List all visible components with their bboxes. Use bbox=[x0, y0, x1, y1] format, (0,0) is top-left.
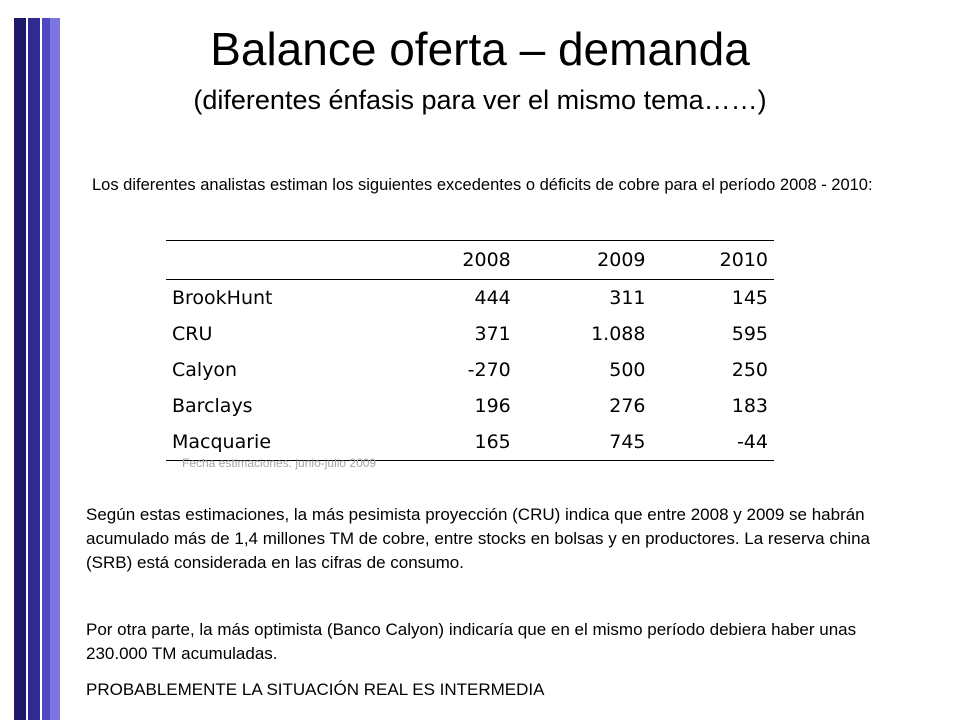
cell-value: 745 bbox=[517, 424, 652, 461]
estimates-date-note: Fecha estimaciones: junio-julio 2009 bbox=[182, 456, 377, 470]
cell-value: 595 bbox=[731, 323, 768, 345]
header-blank bbox=[166, 241, 394, 280]
cell-value: -270 bbox=[467, 359, 511, 381]
row-name: Barclays bbox=[172, 395, 253, 417]
side-bar-1 bbox=[14, 18, 26, 720]
row-name: CRU bbox=[172, 323, 213, 345]
cell-value: 196 bbox=[474, 395, 511, 417]
side-bar-2 bbox=[28, 18, 40, 720]
row-name: Macquarie bbox=[166, 424, 394, 461]
cell-value: 500 bbox=[609, 359, 646, 381]
cell-value: 250 bbox=[731, 359, 768, 381]
cell-value: 145 bbox=[731, 287, 768, 309]
table-row bbox=[166, 316, 774, 352]
intro-text: Los diferentes analistas estiman los siguientes excedentes o déficits de cobre para el período 2008 - 2010: bbox=[92, 176, 873, 194]
cell-value: 1.088 bbox=[591, 323, 646, 345]
header-2008: 2008 bbox=[394, 241, 516, 280]
paragraph-pessimist: Según estas estimaciones, la más pesimista proyección (CRU) indica que entre 2008 y 2009 se habrán acumulado más de 1,4 millones TM de cobre, entre stocks en bolsas y en productores. La reserva china (SRB) está considerada en las cifras de consumo. bbox=[86, 505, 870, 572]
cell-value: 276 bbox=[609, 395, 646, 417]
header-2009: 2009 bbox=[517, 241, 652, 280]
table-row bbox=[166, 280, 774, 317]
table-row bbox=[166, 352, 774, 388]
cell-value: 371 bbox=[474, 323, 511, 345]
header-2010: 2010 bbox=[652, 241, 775, 280]
paragraph-conclusion: PROBABLEMENTE LA SITUACIÓN REAL ES INTERMEDIA bbox=[86, 680, 545, 699]
estimates-table bbox=[166, 240, 774, 461]
cell-value: -44 bbox=[652, 424, 775, 461]
side-bar-4 bbox=[50, 18, 60, 720]
table-row bbox=[166, 388, 774, 424]
cell-value: 311 bbox=[609, 287, 646, 309]
paragraph-optimist: Por otra parte, la más optimista (Banco Calyon) indicaría que en el mismo período debiera haber unas 230.000 TM acumuladas. bbox=[86, 620, 857, 663]
cell-value: 444 bbox=[474, 287, 511, 309]
cell-value: 165 bbox=[394, 424, 516, 461]
slide-title: Balance oferta – demanda bbox=[210, 23, 750, 75]
table-header-row bbox=[166, 241, 774, 280]
slide-subtitle: (diferentes énfasis para ver el mismo tema……) bbox=[193, 85, 767, 115]
row-name: BrookHunt bbox=[172, 287, 273, 309]
row-name: Calyon bbox=[172, 359, 238, 381]
cell-value: 183 bbox=[731, 395, 768, 417]
side-bar-3 bbox=[42, 18, 50, 720]
decorative-side-bars bbox=[14, 18, 62, 720]
